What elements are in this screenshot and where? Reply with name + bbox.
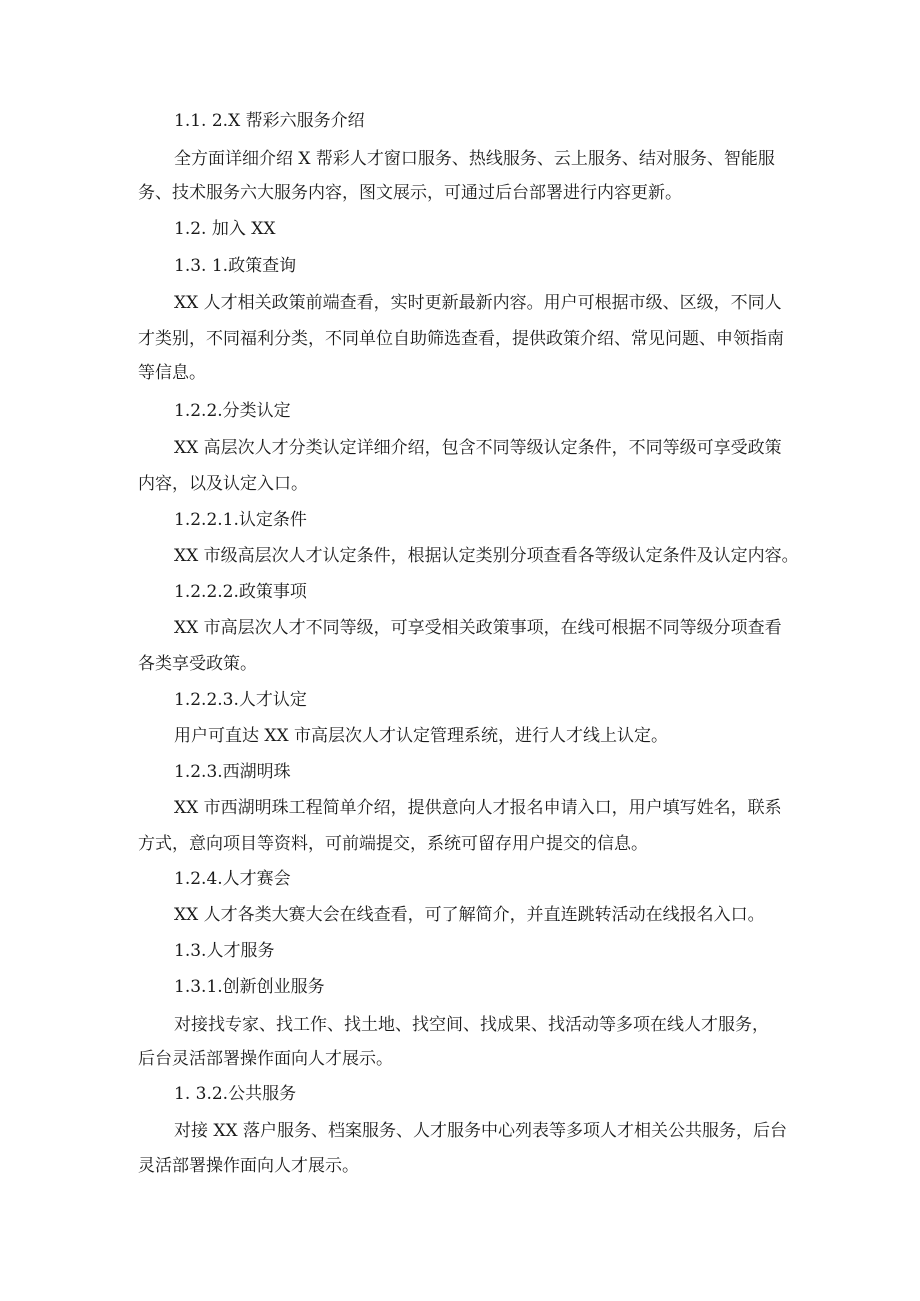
paragraph-line: 方式，意向项目等资料，可前端提交，系统可留存用户提交的信息。 <box>138 834 648 854</box>
paragraph-line: 对接找专家、找工作、找土地、找空间、找成果、找活动等多项在线人才服务， <box>174 1015 769 1035</box>
section-heading: 1.3. 1.政策查询 <box>174 256 297 276</box>
paragraph-line: 内容，以及认定入口。 <box>138 474 308 494</box>
paragraph-line: 用户可直达 XX 市高层次人才认定管理系统，进行人才线上认定。 <box>174 726 669 746</box>
section-heading: 1.2.4.人才赛会 <box>174 869 291 889</box>
section-heading: 1.3.1.创新创业服务 <box>174 977 325 997</box>
paragraph-line: 等信息。 <box>138 363 206 383</box>
paragraph-line: XX 人才相关政策前端查看，实时更新最新内容。用户可根据市级、区级，不同人 <box>174 293 782 313</box>
paragraph-line: 全方面详细介绍 X 帮彩人才窗口服务、热线服务、云上服务、结对服务、智能服 <box>174 149 775 169</box>
paragraph-line: 后台灵活部署操作面向人才展示。 <box>138 1049 393 1069</box>
section-heading: 1.1. 2.X 帮彩六服务介绍 <box>174 111 365 131</box>
paragraph-line: XX 市高层次人才不同等级，可享受相关政策事项，在线可根据不同等级分项查看 <box>174 618 782 638</box>
section-heading: 1.2.2.3.人才认定 <box>174 690 307 710</box>
section-heading: 1.2.3.西湖明珠 <box>174 762 291 782</box>
paragraph-line: 灵活部署操作面向人才展示。 <box>138 1156 359 1176</box>
paragraph-line: 对接 XX 落户服务、档案服务、人才服务中心列表等多项人才相关公共服务，后台 <box>174 1121 788 1141</box>
section-heading: 1.2.2.分类认定 <box>174 401 291 421</box>
paragraph-line: 各类享受政策。 <box>138 654 257 674</box>
paragraph-line: XX 市级高层次人才认定条件，根据认定类别分项查看各等级认定条件及认定内容。 <box>174 546 799 566</box>
paragraph-line: XX 市西湖明珠工程简单介绍，提供意向人才报名申请入口，用户填写姓名，联系 <box>174 798 782 818</box>
paragraph-line: 才类别，不同福利分类，不同单位自助筛选查看，提供政策介绍、常见问题、申领指南 <box>138 329 784 349</box>
section-heading: 1.2.2.1.认定条件 <box>174 510 307 530</box>
paragraph-line: 务、技术服务六大服务内容，图文展示，可通过后台部署进行内容更新。 <box>138 183 682 203</box>
section-heading: 1. 3.2.公共服务 <box>174 1084 297 1104</box>
paragraph-line: XX 人才各类大赛大会在线查看，可了解简介，并直连跳转活动在线报名入口。 <box>174 905 765 925</box>
section-heading: 1.3.人才服务 <box>174 941 275 961</box>
section-heading: 1.2. 加入 XX <box>174 219 276 239</box>
paragraph-line: XX 高层次人才分类认定详细介绍，包含不同等级认定条件，不同等级可享受政策 <box>174 438 782 458</box>
section-heading: 1.2.2.2.政策事项 <box>174 582 307 602</box>
